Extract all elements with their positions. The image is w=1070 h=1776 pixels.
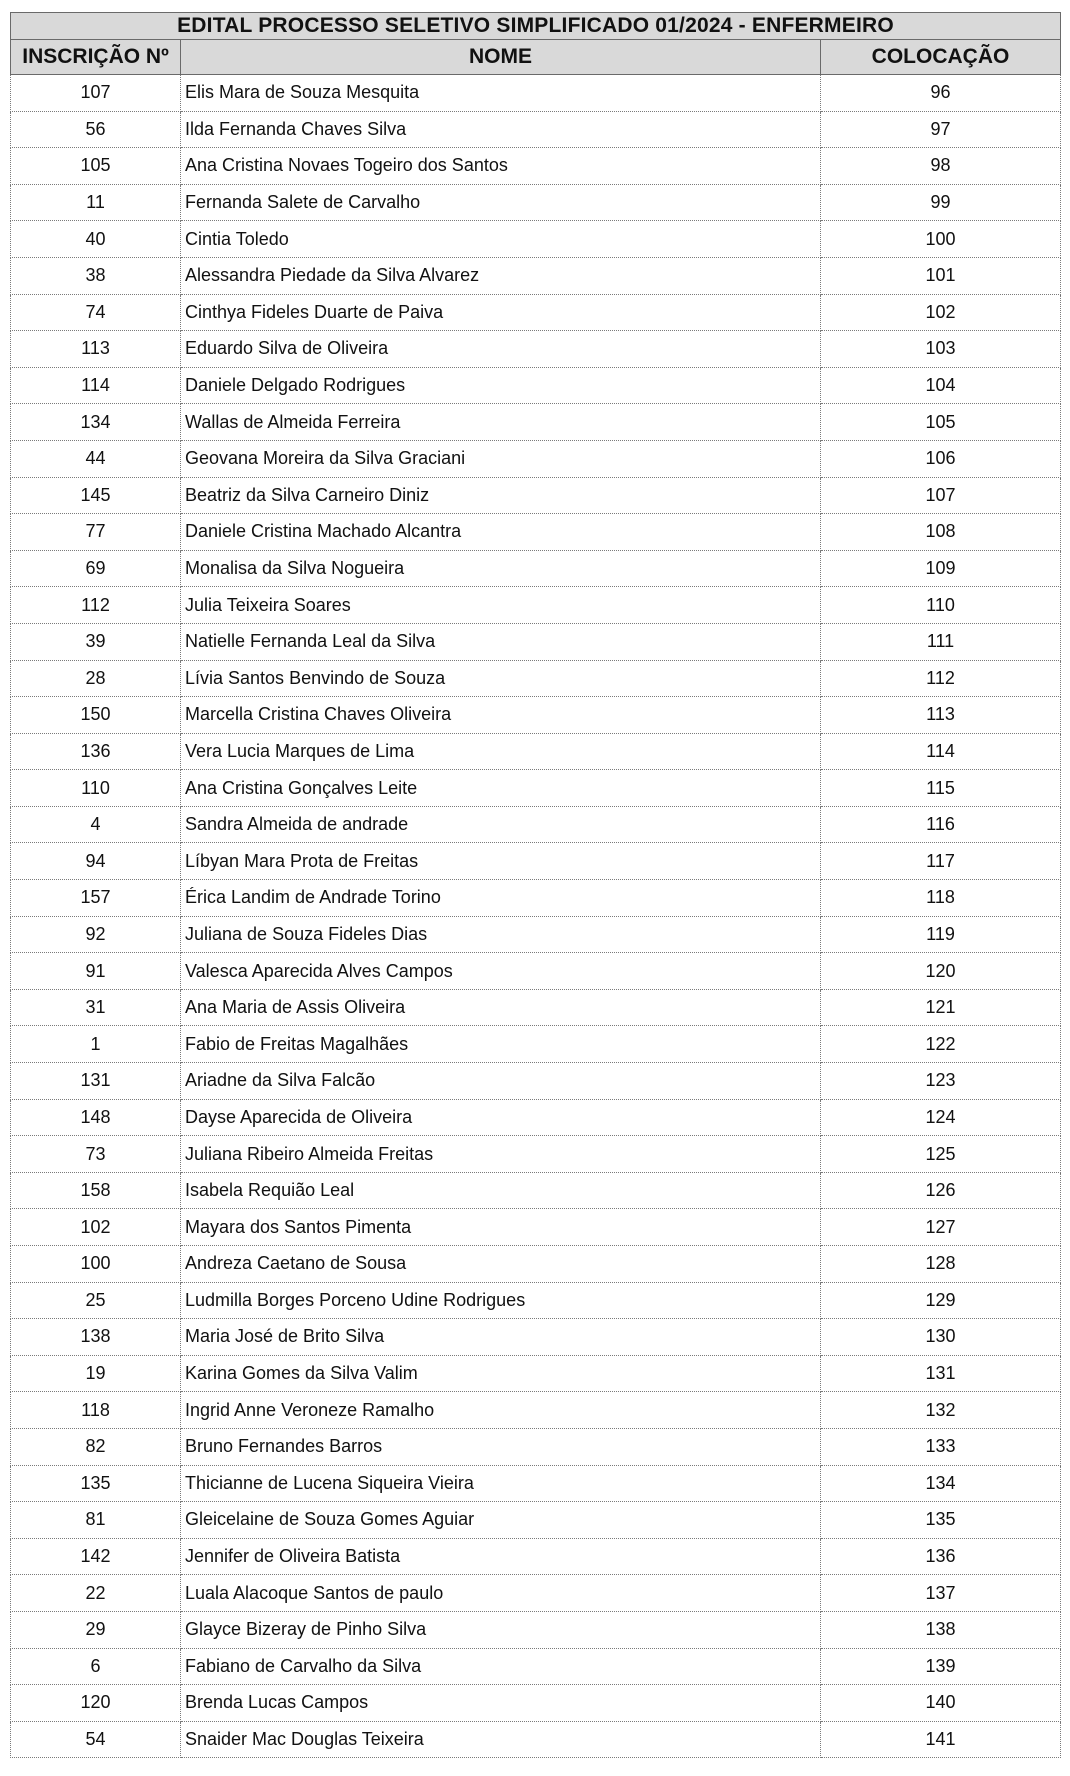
cell-inscricao: 107	[11, 75, 181, 112]
cell-colocacao: 134	[821, 1465, 1061, 1502]
cell-colocacao: 109	[821, 550, 1061, 587]
cell-inscricao: 105	[11, 148, 181, 185]
table-row	[11, 514, 1061, 551]
cell-inscricao: 91	[11, 953, 181, 990]
cell-nome: Cintia Toledo	[181, 221, 821, 258]
cell-nome: Maria José de Brito Silva	[181, 1319, 821, 1356]
cell-inscricao: 1	[11, 1026, 181, 1063]
table-row	[11, 331, 1061, 368]
header-row	[11, 40, 1061, 75]
table-row	[11, 477, 1061, 514]
cell-nome: Juliana Ribeiro Almeida Freitas	[181, 1136, 821, 1173]
cell-colocacao: 138	[821, 1611, 1061, 1648]
cell-nome: Érica Landim de Andrade Torino	[181, 880, 821, 917]
cell-nome: Alessandra Piedade da Silva Alvarez	[181, 257, 821, 294]
cell-nome: Geovana Moreira da Silva Graciani	[181, 440, 821, 477]
cell-inscricao: 135	[11, 1465, 181, 1502]
cell-inscricao: 6	[11, 1648, 181, 1685]
cell-inscricao: 94	[11, 843, 181, 880]
table-row	[11, 1099, 1061, 1136]
cell-colocacao: 106	[821, 440, 1061, 477]
cell-colocacao: 119	[821, 916, 1061, 953]
cell-nome: Vera Lucia Marques de Lima	[181, 733, 821, 770]
table-row	[11, 440, 1061, 477]
cell-inscricao: 131	[11, 1063, 181, 1100]
cell-nome: Eduardo Silva de Oliveira	[181, 331, 821, 368]
cell-nome: Snaider Mac Douglas Teixeira	[181, 1721, 821, 1758]
cell-colocacao: 99	[821, 184, 1061, 221]
cell-inscricao: 150	[11, 697, 181, 734]
cell-nome: Líbyan Mara Prota de Freitas	[181, 843, 821, 880]
table-row	[11, 1319, 1061, 1356]
cell-nome: Fernanda Salete de Carvalho	[181, 184, 821, 221]
cell-colocacao: 116	[821, 806, 1061, 843]
cell-colocacao: 127	[821, 1209, 1061, 1246]
cell-nome: Ariadne da Silva Falcão	[181, 1063, 821, 1100]
cell-colocacao: 105	[821, 404, 1061, 441]
cell-nome: Juliana de Souza Fideles Dias	[181, 916, 821, 953]
cell-nome: Gleicelaine de Souza Gomes Aguiar	[181, 1502, 821, 1539]
cell-colocacao: 139	[821, 1648, 1061, 1685]
cell-colocacao: 133	[821, 1428, 1061, 1465]
cell-colocacao: 122	[821, 1026, 1061, 1063]
cell-inscricao: 56	[11, 111, 181, 148]
cell-nome: Mayara dos Santos Pimenta	[181, 1209, 821, 1246]
cell-nome: Valesca Aparecida Alves Campos	[181, 953, 821, 990]
cell-nome: Thicianne de Lucena Siqueira Vieira	[181, 1465, 821, 1502]
cell-colocacao: 98	[821, 148, 1061, 185]
cell-colocacao: 123	[821, 1063, 1061, 1100]
cell-colocacao: 117	[821, 843, 1061, 880]
cell-colocacao: 136	[821, 1538, 1061, 1575]
cell-inscricao: 134	[11, 404, 181, 441]
table-row	[11, 1685, 1061, 1722]
table-row	[11, 1465, 1061, 1502]
cell-colocacao: 96	[821, 75, 1061, 112]
table-row	[11, 184, 1061, 221]
cell-nome: Lívia Santos Benvindo de Souza	[181, 660, 821, 697]
cell-nome: Bruno Fernandes Barros	[181, 1428, 821, 1465]
cell-colocacao: 114	[821, 733, 1061, 770]
cell-inscricao: 4	[11, 806, 181, 843]
table-row	[11, 770, 1061, 807]
table-body	[11, 75, 1061, 1758]
cell-colocacao: 125	[821, 1136, 1061, 1173]
table-row	[11, 1172, 1061, 1209]
cell-inscricao: 114	[11, 367, 181, 404]
cell-nome: Julia Teixeira Soares	[181, 587, 821, 624]
cell-nome: Ludmilla Borges Porceno Udine Rodrigues	[181, 1282, 821, 1319]
cell-colocacao: 97	[821, 111, 1061, 148]
page-title: EDITAL PROCESSO SELETIVO SIMPLIFICADO 01/2024 - ENFERMEIRO	[11, 13, 1061, 40]
cell-inscricao: 11	[11, 184, 181, 221]
table-row	[11, 1611, 1061, 1648]
cell-inscricao: 25	[11, 1282, 181, 1319]
table-row	[11, 1209, 1061, 1246]
cell-colocacao: 130	[821, 1319, 1061, 1356]
cell-inscricao: 138	[11, 1319, 181, 1356]
cell-colocacao: 120	[821, 953, 1061, 990]
cell-nome: Ana Cristina Gonçalves Leite	[181, 770, 821, 807]
cell-inscricao: 118	[11, 1392, 181, 1429]
cell-colocacao: 107	[821, 477, 1061, 514]
cell-colocacao: 101	[821, 257, 1061, 294]
table-row	[11, 1721, 1061, 1758]
table-row	[11, 221, 1061, 258]
cell-nome: Ingrid Anne Veroneze Ramalho	[181, 1392, 821, 1429]
cell-nome: Jennifer de Oliveira Batista	[181, 1538, 821, 1575]
cell-inscricao: 39	[11, 623, 181, 660]
cell-nome: Elis Mara de Souza Mesquita	[181, 75, 821, 112]
cell-nome: Andreza Caetano de Sousa	[181, 1246, 821, 1283]
cell-inscricao: 69	[11, 550, 181, 587]
cell-inscricao: 158	[11, 1172, 181, 1209]
cell-nome: Karina Gomes da Silva Valim	[181, 1355, 821, 1392]
cell-colocacao: 102	[821, 294, 1061, 331]
cell-colocacao: 128	[821, 1246, 1061, 1283]
cell-inscricao: 19	[11, 1355, 181, 1392]
table-row	[11, 1355, 1061, 1392]
table-row	[11, 1502, 1061, 1539]
table-row	[11, 660, 1061, 697]
cell-colocacao: 103	[821, 331, 1061, 368]
table-row	[11, 1648, 1061, 1685]
cell-colocacao: 129	[821, 1282, 1061, 1319]
table-row	[11, 1026, 1061, 1063]
table-row	[11, 367, 1061, 404]
table-row	[11, 1392, 1061, 1429]
cell-inscricao: 82	[11, 1428, 181, 1465]
cell-colocacao: 113	[821, 697, 1061, 734]
cell-inscricao: 74	[11, 294, 181, 331]
cell-nome: Ilda Fernanda Chaves Silva	[181, 111, 821, 148]
table-row	[11, 843, 1061, 880]
results-table	[10, 12, 1061, 1758]
table-row	[11, 1136, 1061, 1173]
cell-colocacao: 126	[821, 1172, 1061, 1209]
table-row	[11, 806, 1061, 843]
cell-inscricao: 28	[11, 660, 181, 697]
cell-inscricao: 31	[11, 989, 181, 1026]
cell-nome: Sandra Almeida de andrade	[181, 806, 821, 843]
cell-colocacao: 112	[821, 660, 1061, 697]
table-row	[11, 111, 1061, 148]
cell-inscricao: 102	[11, 1209, 181, 1246]
cell-colocacao: 132	[821, 1392, 1061, 1429]
cell-nome: Luala Alacoque Santos de paulo	[181, 1575, 821, 1612]
cell-colocacao: 137	[821, 1575, 1061, 1612]
table-row	[11, 404, 1061, 441]
table-row	[11, 1246, 1061, 1283]
table-row	[11, 916, 1061, 953]
table-row	[11, 148, 1061, 185]
cell-colocacao: 141	[821, 1721, 1061, 1758]
cell-colocacao: 131	[821, 1355, 1061, 1392]
table-row	[11, 1282, 1061, 1319]
table-row	[11, 880, 1061, 917]
table-row	[11, 733, 1061, 770]
cell-inscricao: 100	[11, 1246, 181, 1283]
table-row	[11, 257, 1061, 294]
cell-colocacao: 100	[821, 221, 1061, 258]
column-header-inscricao: INSCRIÇÃO Nº	[11, 40, 181, 75]
cell-nome: Fabiano de Carvalho da Silva	[181, 1648, 821, 1685]
column-header-colocacao: COLOCAÇÃO	[821, 40, 1061, 75]
cell-colocacao: 121	[821, 989, 1061, 1026]
table-row	[11, 989, 1061, 1026]
cell-nome: Wallas de Almeida Ferreira	[181, 404, 821, 441]
cell-inscricao: 22	[11, 1575, 181, 1612]
cell-nome: Monalisa da Silva Nogueira	[181, 550, 821, 587]
table-row	[11, 294, 1061, 331]
cell-inscricao: 136	[11, 733, 181, 770]
cell-inscricao: 113	[11, 331, 181, 368]
cell-nome: Ana Cristina Novaes Togeiro dos Santos	[181, 148, 821, 185]
cell-inscricao: 145	[11, 477, 181, 514]
cell-inscricao: 120	[11, 1685, 181, 1722]
cell-nome: Ana Maria de Assis Oliveira	[181, 989, 821, 1026]
cell-inscricao: 81	[11, 1502, 181, 1539]
cell-inscricao: 142	[11, 1538, 181, 1575]
table-row	[11, 550, 1061, 587]
cell-colocacao: 124	[821, 1099, 1061, 1136]
cell-nome: Marcella Cristina Chaves Oliveira	[181, 697, 821, 734]
table-row	[11, 587, 1061, 624]
cell-nome: Beatriz da Silva Carneiro Diniz	[181, 477, 821, 514]
table-row	[11, 953, 1061, 990]
results-sheet	[10, 12, 1060, 1758]
table-row	[11, 697, 1061, 734]
cell-nome: Fabio de Freitas Magalhães	[181, 1026, 821, 1063]
table-row	[11, 1428, 1061, 1465]
table-row	[11, 75, 1061, 112]
cell-inscricao: 29	[11, 1611, 181, 1648]
column-header-nome: NOME	[181, 40, 821, 75]
cell-colocacao: 110	[821, 587, 1061, 624]
cell-inscricao: 112	[11, 587, 181, 624]
cell-inscricao: 77	[11, 514, 181, 551]
cell-inscricao: 54	[11, 1721, 181, 1758]
cell-inscricao: 73	[11, 1136, 181, 1173]
cell-colocacao: 108	[821, 514, 1061, 551]
cell-inscricao: 157	[11, 880, 181, 917]
table-row	[11, 1063, 1061, 1100]
cell-inscricao: 38	[11, 257, 181, 294]
cell-nome: Natielle Fernanda Leal da Silva	[181, 623, 821, 660]
cell-nome: Brenda Lucas Campos	[181, 1685, 821, 1722]
cell-nome: Daniele Delgado Rodrigues	[181, 367, 821, 404]
cell-inscricao: 92	[11, 916, 181, 953]
cell-colocacao: 111	[821, 623, 1061, 660]
cell-nome: Cinthya Fideles Duarte de Paiva	[181, 294, 821, 331]
cell-colocacao: 104	[821, 367, 1061, 404]
table-row	[11, 623, 1061, 660]
cell-inscricao: 148	[11, 1099, 181, 1136]
cell-nome: Dayse Aparecida de Oliveira	[181, 1099, 821, 1136]
title-row	[11, 13, 1061, 40]
cell-colocacao: 118	[821, 880, 1061, 917]
cell-inscricao: 110	[11, 770, 181, 807]
table-row	[11, 1538, 1061, 1575]
cell-nome: Daniele Cristina Machado Alcantra	[181, 514, 821, 551]
cell-inscricao: 44	[11, 440, 181, 477]
cell-colocacao: 115	[821, 770, 1061, 807]
cell-nome: Glayce Bizeray de Pinho Silva	[181, 1611, 821, 1648]
cell-colocacao: 135	[821, 1502, 1061, 1539]
table-row	[11, 1575, 1061, 1612]
cell-colocacao: 140	[821, 1685, 1061, 1722]
cell-inscricao: 40	[11, 221, 181, 258]
cell-nome: Isabela Requião Leal	[181, 1172, 821, 1209]
